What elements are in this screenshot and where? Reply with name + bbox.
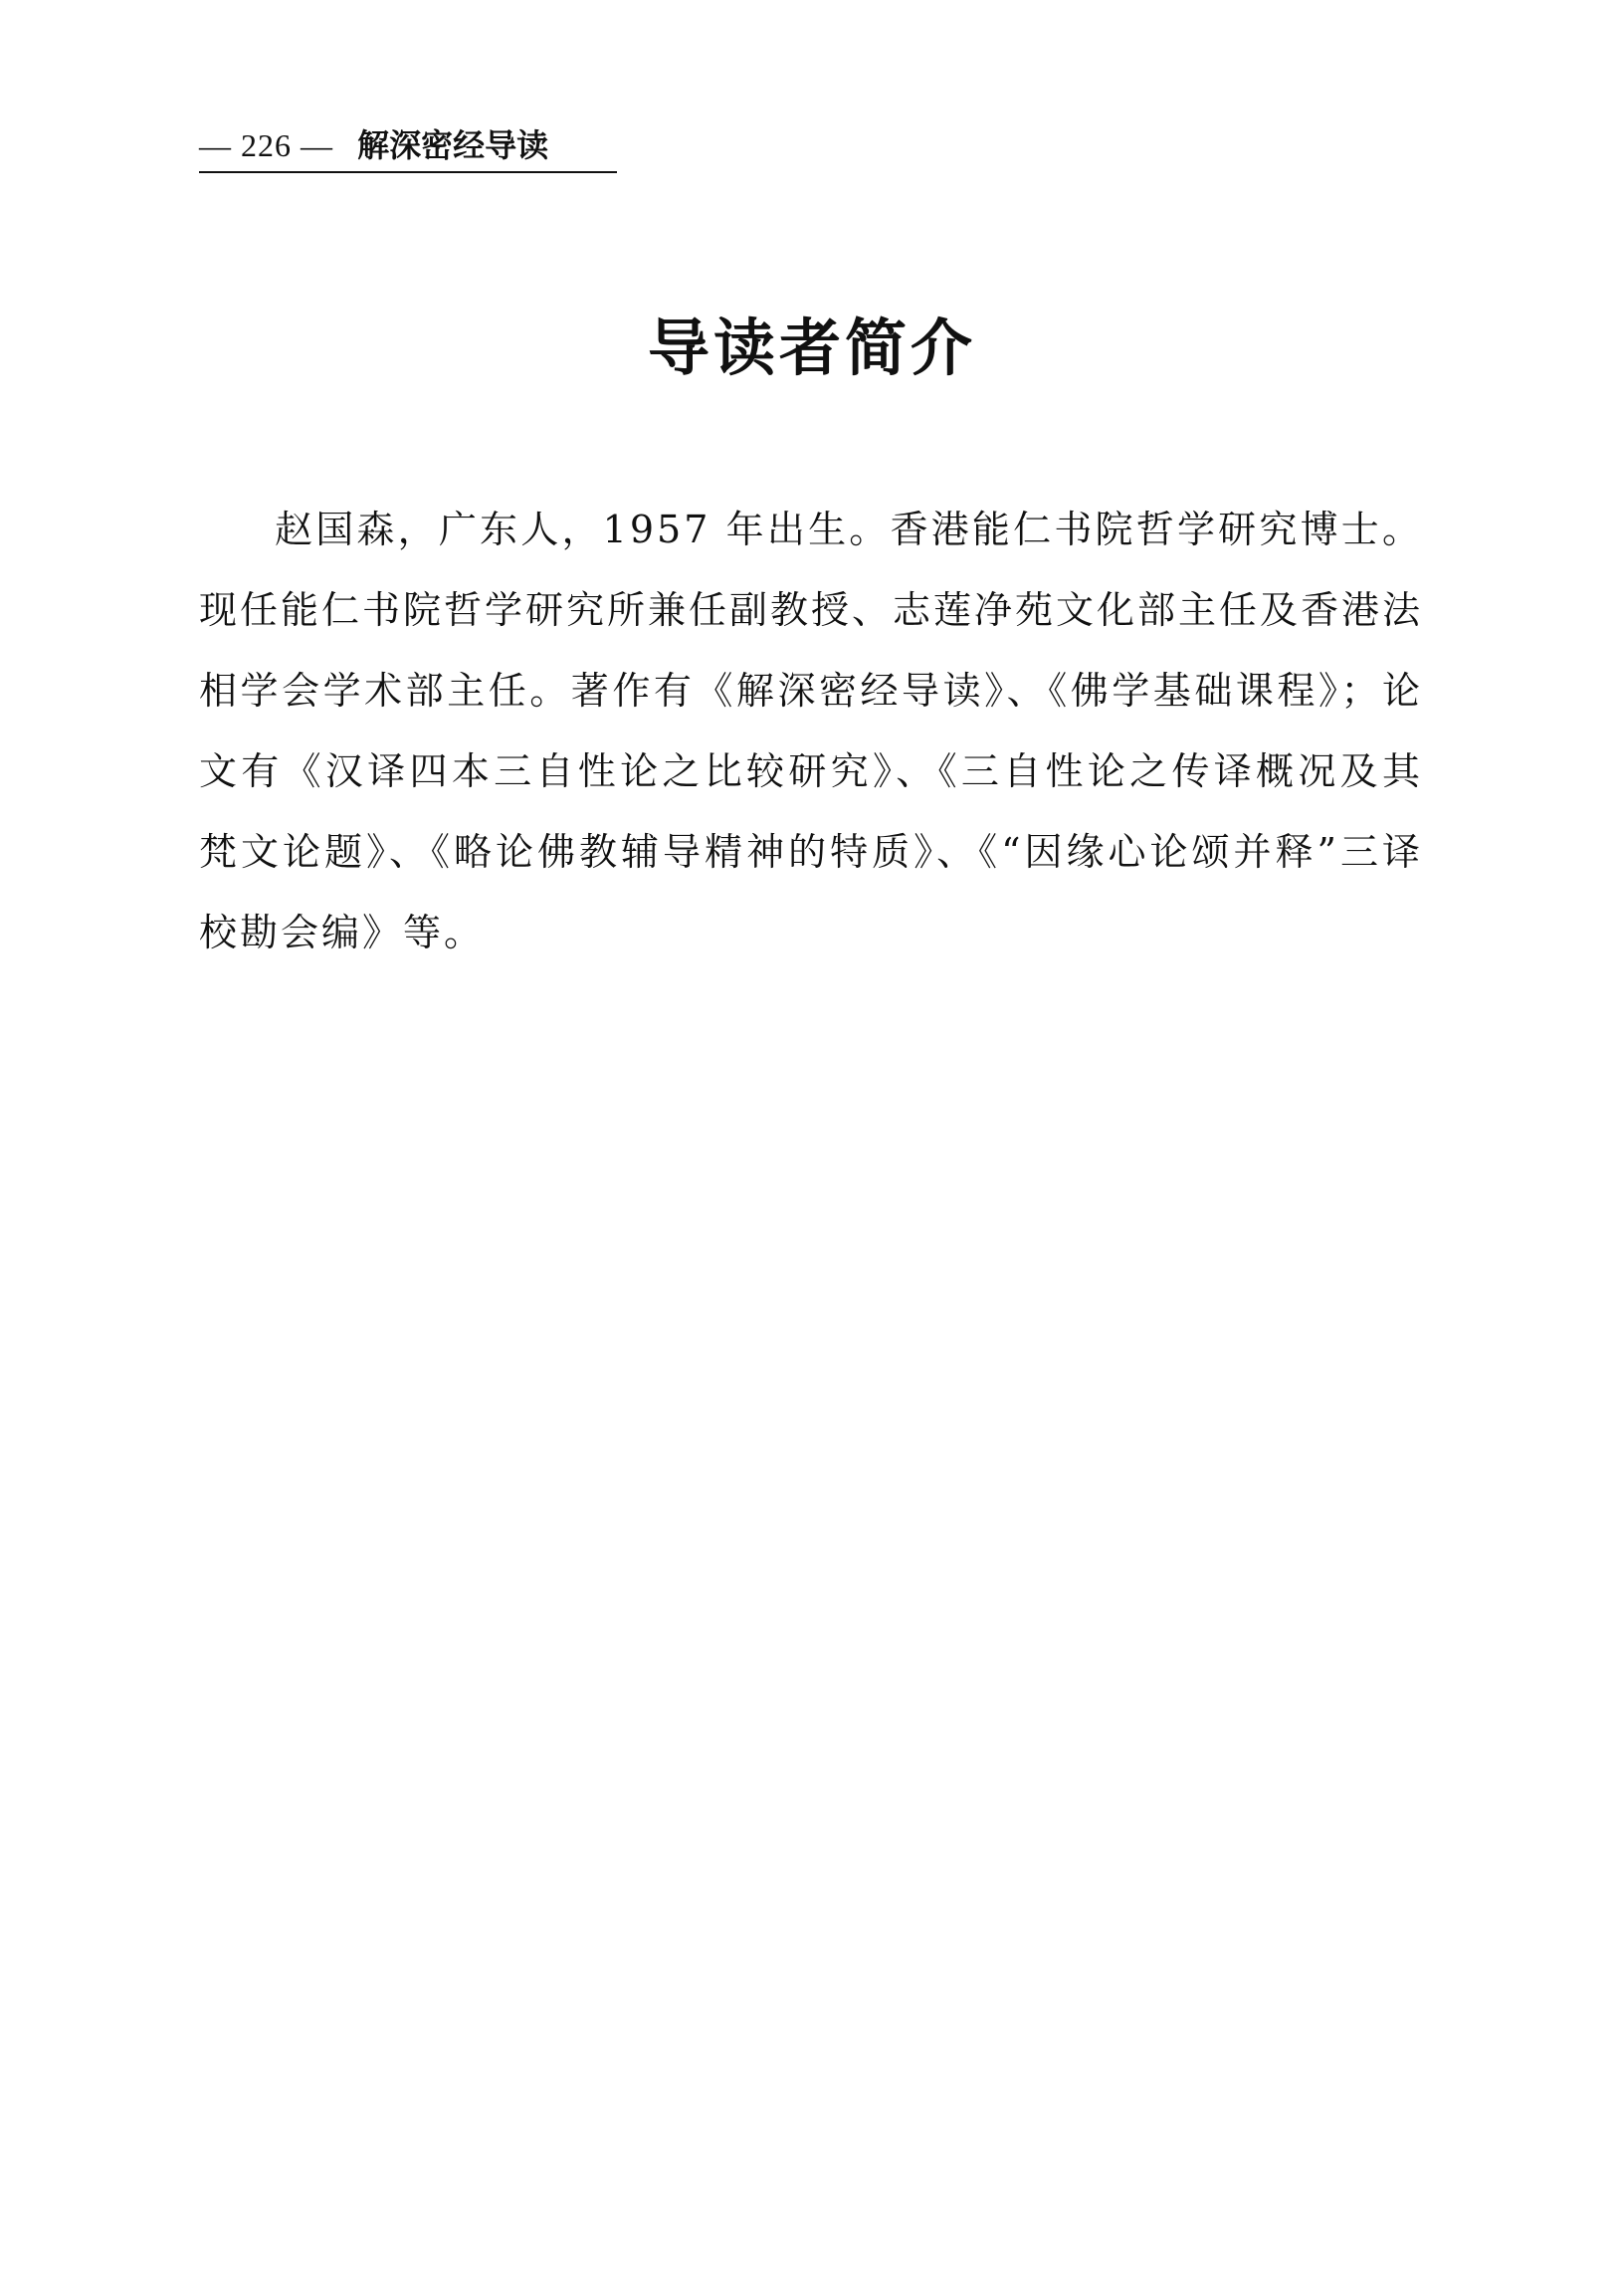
- section-title: 导读者简介: [647, 312, 976, 384]
- page-number: — 226 —: [199, 127, 333, 163]
- running-header: [199, 119, 617, 173]
- book-title: 解深密经导读: [357, 126, 549, 164]
- bio-paragraph: 赵国森，广东人，1957 年出生。香港能仁书院哲学研究博士。现任能仁书院哲学研究所兼任副教授、志莲净苑文化部主任及香港法相学会学术部主任。著作有《解深密经导读》、《佛学基础课程》；论文有《汉译四本三自性论之比较研究》、《三自性论之传译概况及其梵文论题》、《略论佛教辅导精神的特质》、《“因缘心论颂并释”三译校勘会编》等。: [199, 508, 1424, 954]
- bio-body: [199, 490, 1423, 973]
